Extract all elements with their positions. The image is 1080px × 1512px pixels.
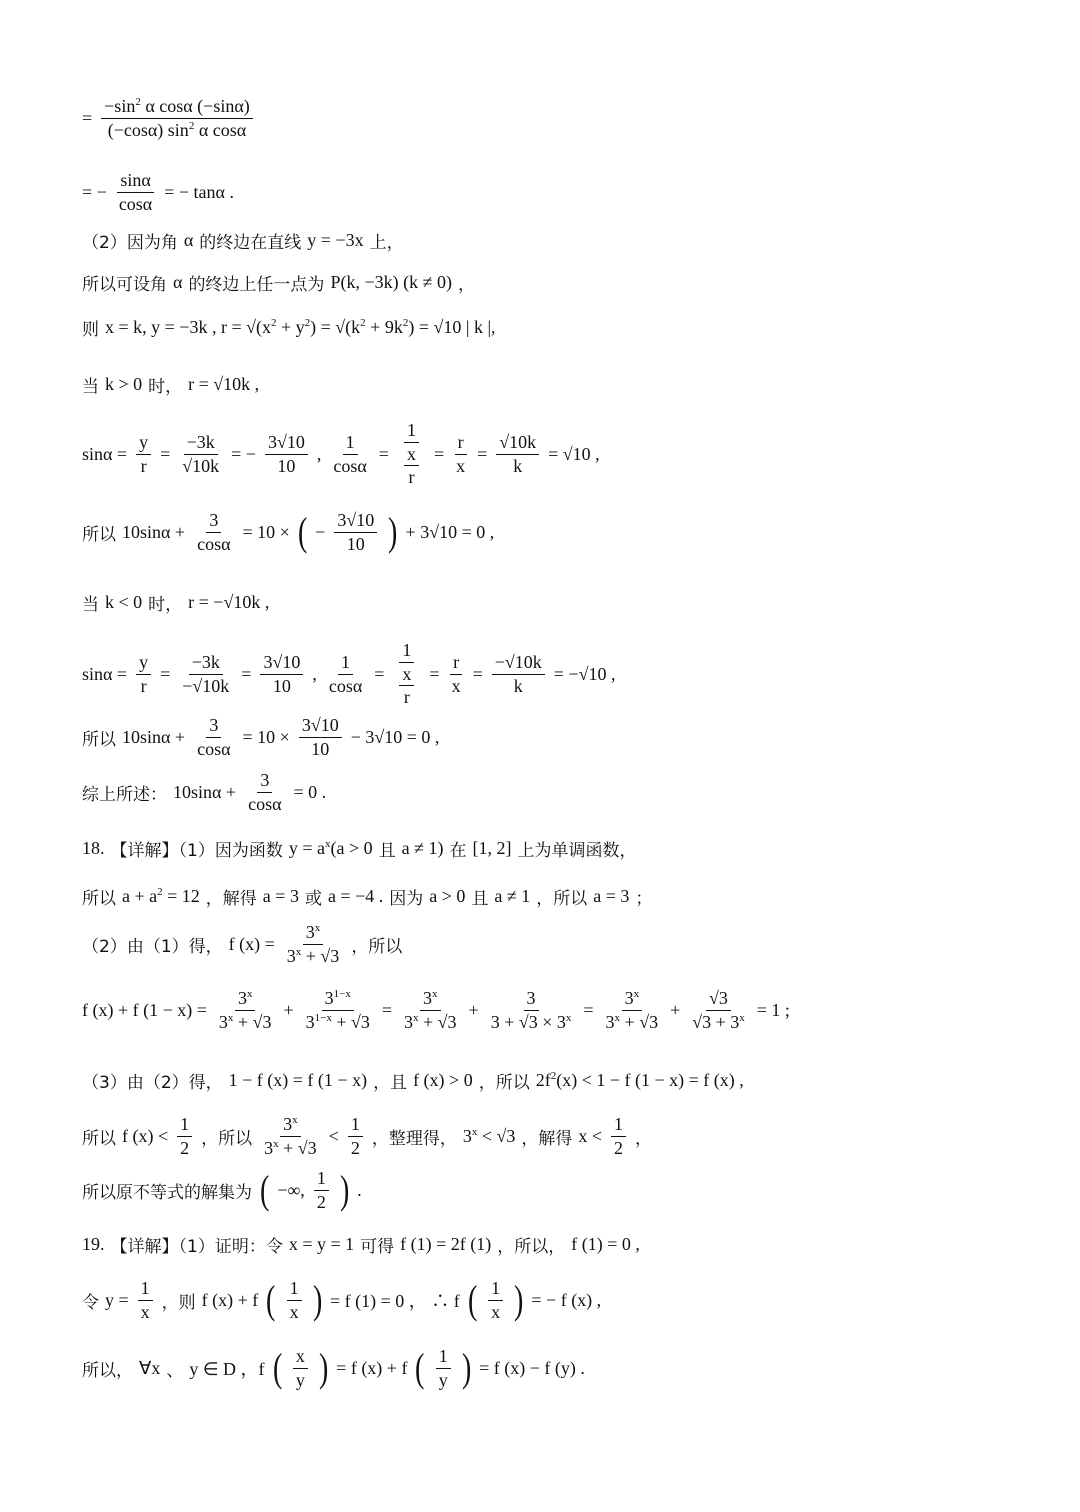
problem-19-line-2: 令 y = $\frac{1}{x}$ ，则 f (x) + f ( $\frac{1}{x}$ ) = f (1) = 0 ， ∴ f ( $\frac{1}{x}$ ) = − f (x) ,: [82, 1277, 602, 1323]
solution-line-7: sinα = $\frac{y}{r}$ = $\frac{-3k}{√10k}$ = − $\frac{3√10}{10}$ , $\frac{1}{\cos\alpha}$ = $\frac{1}{\frac{x}{r}}$ = $\frac{r}{x}$ = $\frac{√10k}{k}$ = √10 ,: [82, 420, 600, 488]
problem-18-line-6: 所以 f (x) < $\frac{1}{2}$ ，所以 $\frac{3^x}{3^x + √3}$ < $\frac{1}{2}$ ，整理得， $3^x < √3$ ，解得 x < $\frac{1}{2}$ ，: [82, 1114, 653, 1158]
solution-line-6: 当 k > 0 时， r = √10k ,: [82, 374, 260, 397]
solution-line-12: 综上所述： 10sinα + $\frac{3}{\cos\alpha}$ = 0 .: [82, 770, 327, 814]
solution-line-5: 则 x = k, y = −3k , $r = √(x^2 + y^2) = √(k^2 + 9k^2) = √10$ | k |,: [82, 317, 496, 340]
problem-18-line-3: （2）由（1）得， f (x) = $\frac{3^x}{3^x + √3}$ ，所以: [82, 922, 403, 966]
problem-19-line-1: 19. 【详解】（1）证明：令 x = y = 1 可得 f (1) = 2f (1) ，所以， f (1) = 0 ,: [82, 1234, 640, 1257]
solution-line-8: 所以 10sinα + $\frac{3}{\cos\alpha}$ = 10 × ( − $\frac{3√10}{10}$ ) + 3√10 = 0 ,: [82, 509, 495, 555]
problem-18-line-5: （3）由（2）得， 1 − f (x) = f (1 − x) ，且 f (x) > 0 ，所以 $2f^2(x) < 1 - f$ (1 − x) = f (x) ,: [82, 1070, 744, 1093]
problem-18-line-1: 18. 【详解】（1）因为函数 $y = a^x(a > 0$ 且 a ≠ 1) 在 [1, 2] 上为单调函数，: [82, 838, 637, 861]
problem-18-line-2: 所以 $a + a^2 = 12$ ，解得 a = 3 或 a = −4 . 因为 a > 0 且 a ≠ 1 ，所以 a = 3 ；: [82, 886, 653, 909]
solution-line-4: 所以可设角 α 的终边上任一点为 P(k, −3k) (k ≠ 0) ，: [82, 272, 475, 295]
fraction-1: $\frac{-\sin^2 \alpha \cos\alpha (-\sin\alpha)}{(-\cos\alpha) \sin^2 \alpha \cos\alpha}$: [101, 96, 253, 140]
solution-line-11: 所以 10sinα + $\frac{3}{\cos\alpha}$ = 10 × $\frac{3√10}{10}$ − 3√10 = 0 ,: [82, 715, 440, 759]
solution-line-2: = − $\frac{\sin\alpha}{\cos\alpha}$ = − tanα .: [82, 170, 234, 214]
solution-line-10: sinα = $\frac{y}{r}$ = $\frac{-3k}{-√10k}$ = $\frac{3√10}{10}$ , $\frac{1}{\cos\alpha}$ = $\frac{1}{\frac{x}{r}}$ = $\frac{r}{x}$ = $\frac{-√10k}{k}$ = −√10 ,: [82, 640, 616, 708]
solution-line-9: 当 k < 0 时， r = −√10k ,: [82, 592, 270, 615]
solution-line-1: = $\frac{-\sin^2 \alpha \cos\alpha (-\sin\alpha)}{(-\cos\alpha) \sin^2 \alpha \cos\alpha}$: [82, 96, 1020, 140]
problem-18-line-7: 所以原不等式的解集为 ( −∞, $\frac{1}{2}$ ) .: [82, 1167, 362, 1213]
problem-18-line-4: f (x) + f (1 − x) = $\frac{3^x}{3^x + √3}$ + $\frac{3^{1-x}}{3^{1-x} + √3}$ = $\frac{3^x}{3^x + √3}$ + $\frac{3}{3 + √3 \times 3^x}$ = $\frac{3^x}{3^x + √3}$ + $\frac{√3}{√3 + 3^x}$ = 1 ;: [82, 988, 790, 1032]
problem-19-line-3: 所以， ∀x 、 y ∈ D ，f ( $\frac{x}{y}$ ) = f (x) + f ( $\frac{1}{y}$ ) = f (x) − f (y) .: [82, 1345, 585, 1391]
solution-line-3: （2）因为角 α 的终边在直线 y = −3x 上，: [82, 230, 404, 253]
